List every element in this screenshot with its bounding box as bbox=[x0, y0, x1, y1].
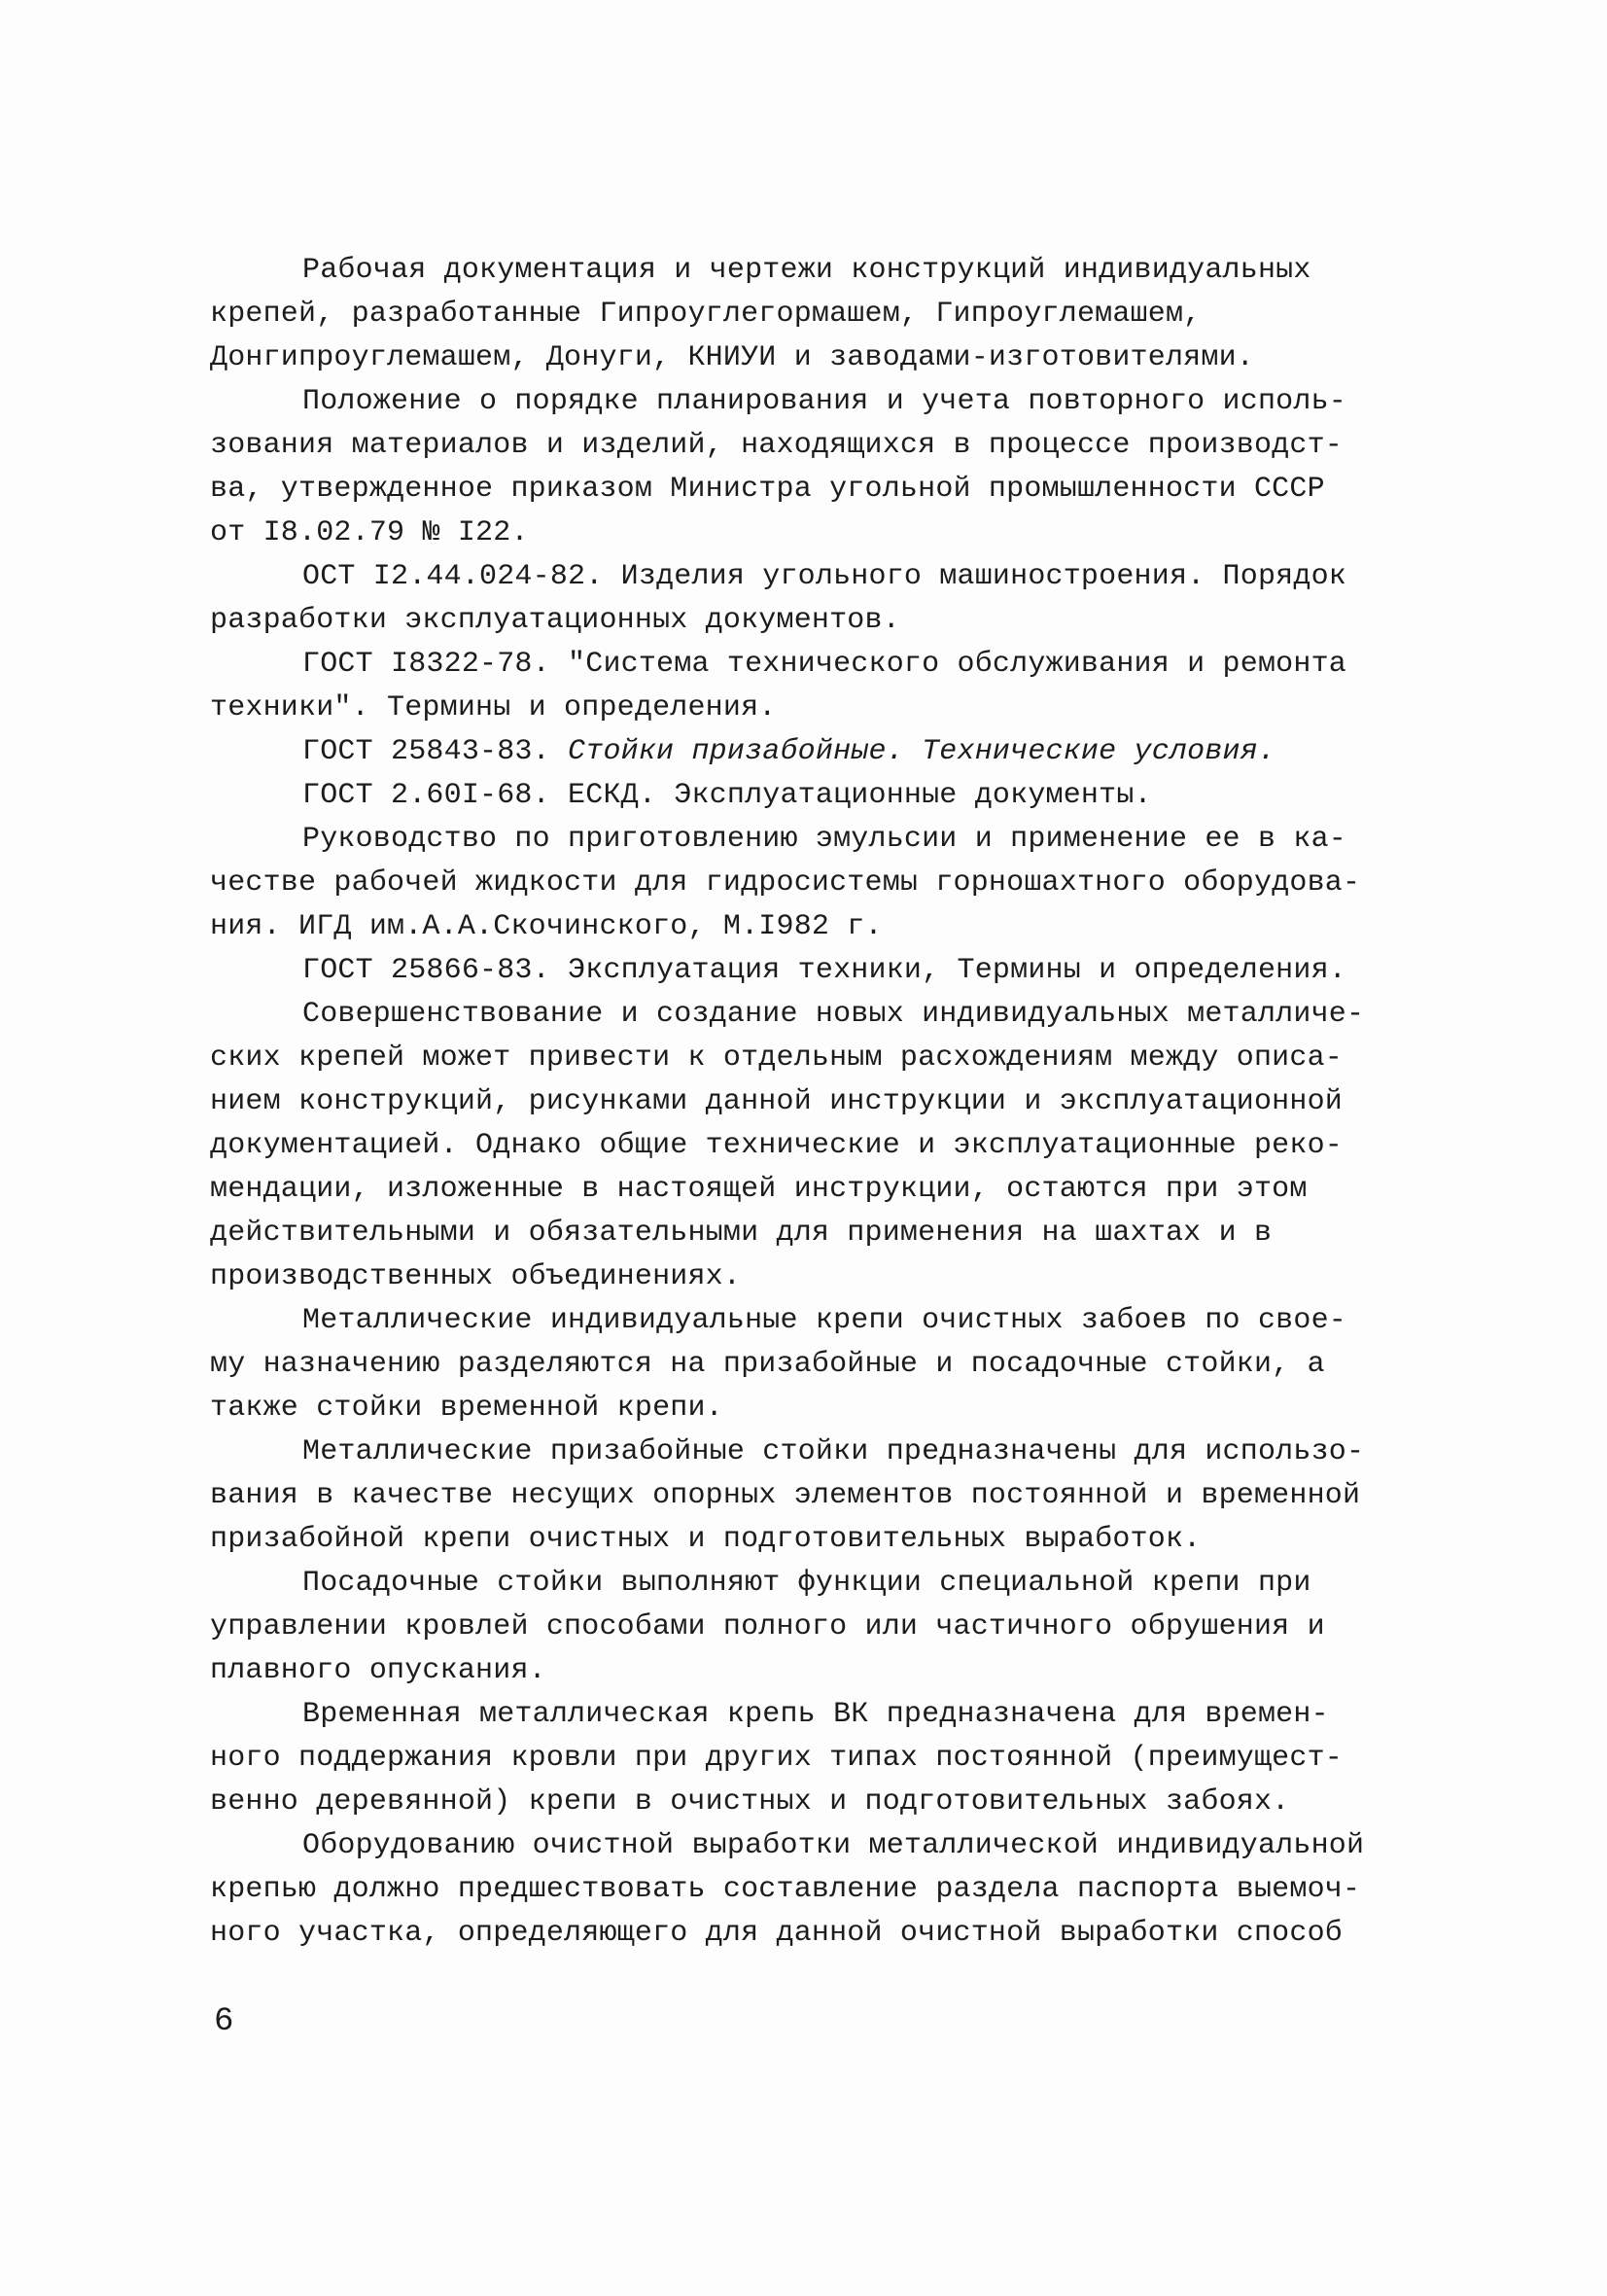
text-line: честве рабочей жидкости для гидросистемы горношахтного оборудова- bbox=[210, 866, 1361, 900]
text-line: ного поддержания кровли при других типах постоянной (преимущест- bbox=[210, 1742, 1343, 1775]
text-line: ГОСТ 2.60I-68. ЕСКД. Эксплуатационные документы. bbox=[302, 779, 1152, 812]
text-line: крепью должно предшествовать составление раздела паспорта выемоч- bbox=[210, 1873, 1361, 1906]
text-line: ских крепей может привести к отдельным расхождениям между описа- bbox=[210, 1042, 1343, 1075]
text-line: документацией. Однако общие технические и эксплуатационные реко- bbox=[210, 1129, 1343, 1162]
paragraph-gost-25843 bbox=[210, 730, 1406, 774]
text-line: призабойной крепи очистных и подготовительных выработок. bbox=[210, 1523, 1202, 1556]
text-line: разработки эксплуатационных документов. bbox=[210, 604, 900, 637]
text-line: ОСТ I2.44.024-82. Изделия угольного машиностроения. Порядок bbox=[302, 560, 1346, 593]
paragraph-working-docs bbox=[210, 249, 1406, 380]
text-line: крепей, разработанные Гипроуглегормашем, Гипроуглемашем, bbox=[210, 298, 1202, 331]
paragraph-face-props bbox=[210, 1431, 1406, 1562]
text-line: ния. ИГД им.А.А.Скочинского, М.I982 г. bbox=[210, 910, 883, 943]
text-line: венно деревянной) крепи в очистных и подготовительных забоях. bbox=[210, 1785, 1290, 1819]
text-line: Металлические индивидуальные крепи очистных забоев по свое- bbox=[302, 1304, 1346, 1337]
paragraph-temporary-support bbox=[210, 1693, 1406, 1824]
text-line: Положение о порядке планирования и учета повторного исполь- bbox=[302, 385, 1346, 418]
text-line: Рабочая документация и чертежи конструкций индивидуальных bbox=[302, 254, 1311, 287]
text-line: от I8.02.79 № I22. bbox=[210, 516, 529, 549]
standard-code: ГОСТ 25843-83. bbox=[302, 735, 569, 768]
text-line: нием конструкций, рисунками данной инструкции и эксплуатационной bbox=[210, 1085, 1343, 1118]
paragraph-equipping bbox=[210, 1824, 1406, 1956]
paragraph-gost-25866 bbox=[210, 949, 1406, 993]
text-line: Посадочные стойки выполняют функции специальной крепи при bbox=[302, 1567, 1311, 1600]
text-line: Руководство по приготовлению эмульсии и применение ее в ка- bbox=[302, 823, 1346, 856]
text-line: Совершенствование и создание новых индивидуальных металличе- bbox=[302, 998, 1365, 1031]
paragraph-gost-18322 bbox=[210, 643, 1406, 730]
paragraph-planning-regulation bbox=[210, 380, 1406, 555]
body-text bbox=[210, 249, 1406, 1956]
text-line: ва, утвержденное приказом Министра угольной промышленности СССР bbox=[210, 473, 1325, 506]
text-line: вания в качестве несущих опорных элементов постоянной и временной bbox=[210, 1479, 1361, 1512]
paragraph-breaker-props bbox=[210, 1562, 1406, 1693]
text-line: действительными и обязательными для применения на шахтах и в bbox=[210, 1217, 1273, 1250]
paragraph-improvement bbox=[210, 993, 1406, 1299]
text-line: ГОСТ I8322-78. "Система технического обслуживания и ремонта bbox=[302, 648, 1346, 681]
standard-title-italic: Стойки призабойные. Технические условия. bbox=[568, 735, 1276, 768]
text-line: Металлические призабойные стойки предназначены для использо- bbox=[302, 1435, 1365, 1468]
paragraph-emulsion-guide bbox=[210, 818, 1406, 949]
text-line: зования материалов и изделий, находящихся в процессе производст- bbox=[210, 429, 1343, 462]
text-line: техники". Термины и определения. bbox=[210, 691, 777, 724]
text-line: производственных объединениях. bbox=[210, 1260, 742, 1293]
paragraph-gost-2-601 bbox=[210, 774, 1406, 818]
paragraph-classification bbox=[210, 1299, 1406, 1431]
text-line: плавного опускания. bbox=[210, 1654, 546, 1687]
text-line: Оборудованию очистной выработки металлической индивидуальной bbox=[302, 1829, 1365, 1862]
text-line bbox=[210, 730, 1406, 774]
paragraph-ost-12-44-024 bbox=[210, 555, 1406, 643]
text-line: управлении кровлей способами полного или частичного обрушения и bbox=[210, 1610, 1325, 1643]
text-line: также стойки временной крепи. bbox=[210, 1392, 723, 1425]
text-line: Донгипроуглемашем, Донуги, КНИУИ и заводами-изготовителями. bbox=[210, 341, 1254, 374]
page-number: 6 bbox=[214, 2003, 234, 2040]
text-line: ГОСТ 25866-83. Эксплуатация техники, Термины и определения. bbox=[302, 954, 1346, 987]
text-line: ного участка, определяющего для данной очистной выработки способ bbox=[210, 1917, 1343, 1950]
text-line: Временная металлическая крепь ВК предназначена для времен- bbox=[302, 1698, 1329, 1731]
text-line: мендации, изложенные в настоящей инструкции, остаются при этом bbox=[210, 1173, 1308, 1206]
text-line: му назначению разделяются на призабойные и посадочные стойки, а bbox=[210, 1348, 1325, 1381]
